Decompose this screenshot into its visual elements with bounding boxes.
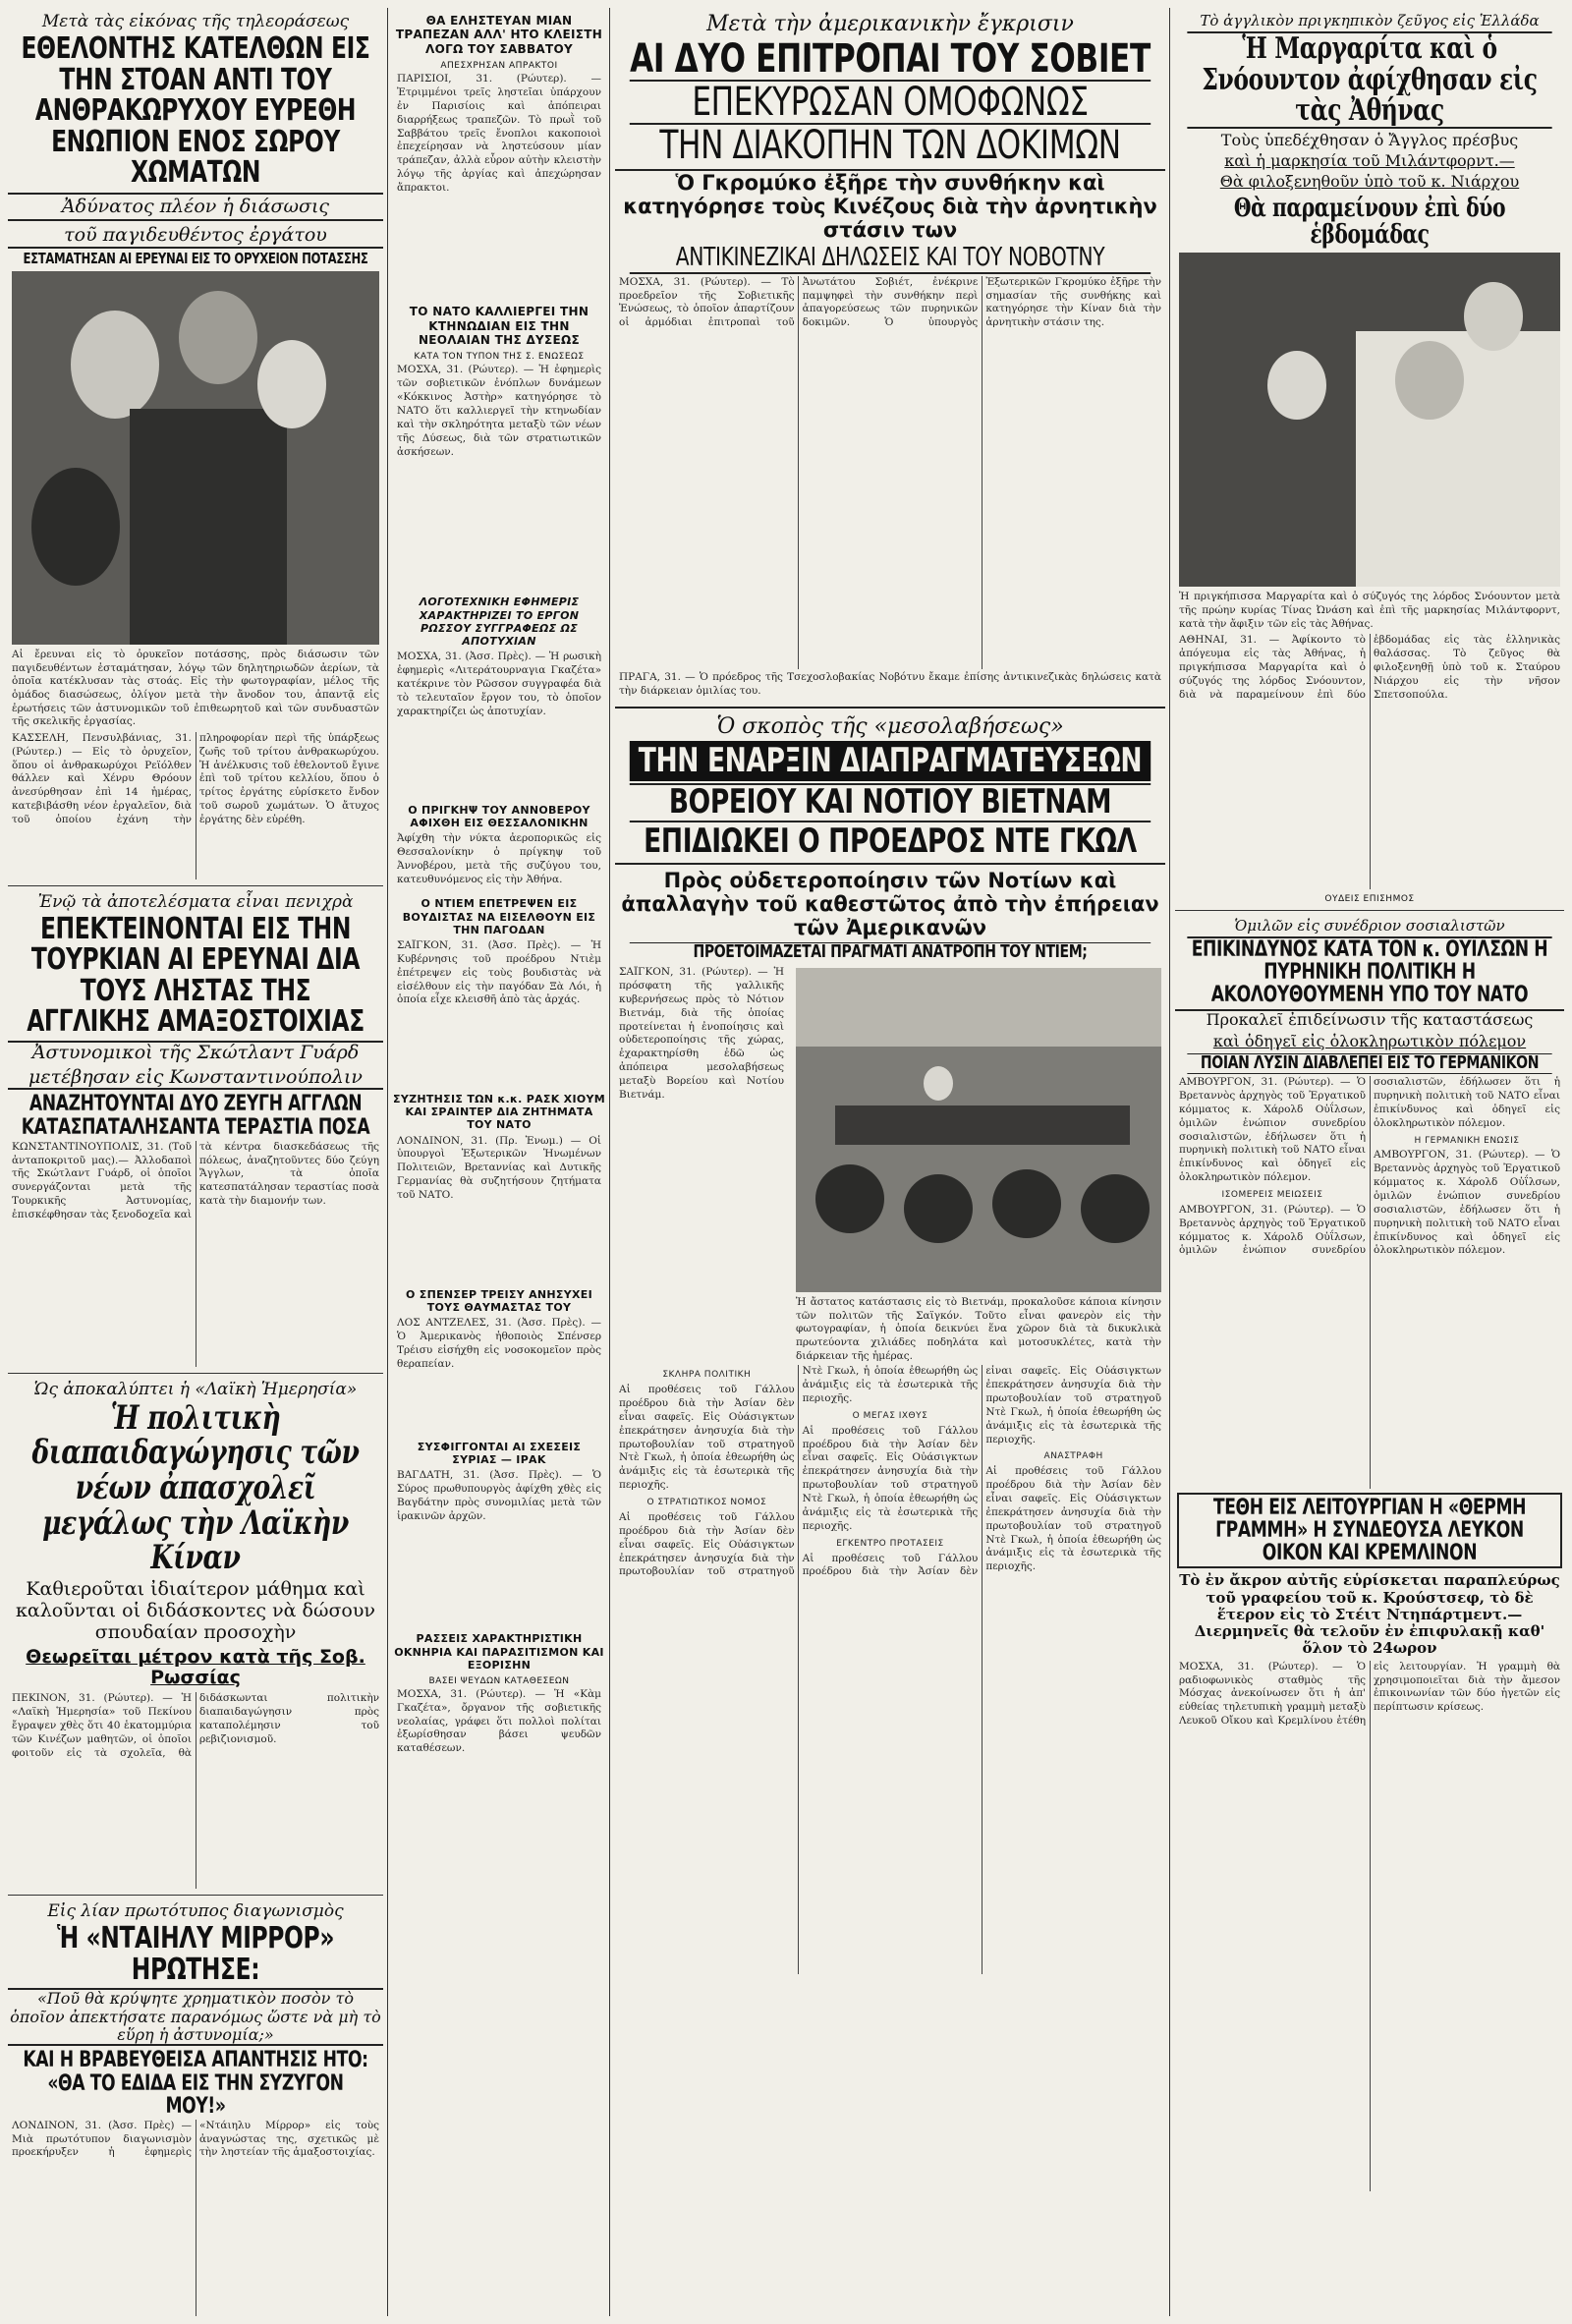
headline-winning-answer: ΚΑΙ Η ΒΡΑΒΕΥΘΕΙΣΑ ΑΠΑΝΤΗΣΙΣ ΗΤΟ: «ΘΑ ΤΟ ΕΔΙΔΑ ΕΙΣ ΤΗΝ ΣΥΖΥΓΟΝ ΜΟΥ!» bbox=[23, 2048, 368, 2119]
column-4 bbox=[1175, 8, 1564, 2316]
subhead-ambassador: Τοὺς ὑπεδέχθησαν ὁ Ἄγγλος πρέσβυς bbox=[1220, 130, 1519, 149]
subhead-special-course: Καθιεροῦται ἰδιαίτερον μάθημα καὶ καλοῦνται οἱ διδάσκοντες νὰ δώσουν σπουδαίαν προσοχὴν bbox=[16, 1578, 375, 1643]
headline-two-weeks: Θὰ παραμείνουν ἐπὶ δύο ἑβδομάδας bbox=[1233, 193, 1506, 250]
subhead-rescue-impossible: Ἀδύνατος πλέον ἡ διάσωσις bbox=[8, 193, 383, 222]
headline-bank-robbery-paris: ΘΑ ΕΛΗΣΤΕΥΑΝ ΜΙΑΝ ΤΡΑΠΕΖΑΝ ΑΛΛ' ΗΤΟ ΚΛΕΙΣΤΗ ΛΟΓΩ ΤΟΥ ΣΑΒΒΑΤΟΥ bbox=[395, 14, 603, 56]
headline-prince-hanover: Ο ΠΡΙΓΚΗΨ ΤΟΥ ΑΝΝΟΒΕΡΟΥ ΑΦΙΧΘΗ ΕΙΣ ΘΕΣΣΑΛΟΝΙΚΗΝ bbox=[408, 804, 590, 830]
subhead-novotny: ΑΝΤΙΚΙΝΕΖΙΚΑΙ ΔΗΛΩΣΕΙΣ ΚΑΙ ΤΟΥ ΝΟΒΟΤΝΥ bbox=[630, 245, 1151, 273]
newspaper-page bbox=[8, 8, 1564, 2316]
caption-saigon: Ἡ ἄστατος κατάστασις εἰς τὸ Βιετνάμ, προκαλοῦσε κάποια κίνησιν τῶν πολιτῶν τῆς Σαϊγκόν. Τοῦτο εἶναι φανερὸν εἰς τὴν φωτογραφίαν, ἡ ὁποία δεικνύει ἕνα χῶρον διὰ τὰ δικυκλικὰ πρωτεύοντα χιλιάδες ποδηλάτα καὶ μοτοσυκλέτες, κατὰ τὴν διάρκειαν τῆς ἡμέρας. bbox=[796, 1296, 1161, 1362]
minihead-equal-cuts: ΙΣΟΜΕΡΕΙΣ ΜΕΙΩΣΕΙΣ bbox=[1221, 1190, 1323, 1201]
minihead-left-empty-handed: ΑΠΕΣΧΡΗΣΑΝ ΑΠΡΑΚΤΟΙ bbox=[440, 61, 558, 72]
article-test-ban: ΜΟΣΧΑ, 31. (Ρώυτερ). — Τὸ προεδρεῖον τῆς Σοβιετικῆς Ἑνώσεως, τὸ ὁποῖον ἀπαρτίζουν οἱ ἀρμόδιαι ἐπιτροπαὶ τοῦ Ἀνωτάτου Σοβιέτ, ἐνέκρινε παμψηφεὶ τὴν συνθήκην περὶ ἀπαγορεύσεως τῶν πυρηνικῶν δοκιμῶν. Ὁ ὑπουργὸς Ἐξωτερικῶν Γκρομύκο ἐξῆρε τὴν σημασίαν τῆς συνθήκης καὶ κατηγόρησε τὴν Κίναν διὰ τὴν ἀρνητικὴν στάσιν της. bbox=[619, 275, 1161, 329]
box-hotline bbox=[1177, 1493, 1562, 1568]
subhead-scotland-yard: Ἀστυνομικοὶ τῆς Σκώτλαντ Γυάρδ bbox=[8, 1041, 383, 1064]
headline-two-couples-sought: ΑΝΑΖΗΤΟΥΝΤΑΙ ΔΥΟ ΖΕΥΓΗ ΑΓΓΛΩΝ ΚΑΤΑΣΠΑΤΑΛΗΣΑΝΤΑ ΤΕΡΑΣΤΙΑ ΠΟΣΑ bbox=[21, 1092, 370, 1140]
article-vietnam-continued: ΣΚΛΗΡΑ ΠΟΛΙΤΙΚΗ Αἱ προθέσεις τοῦ Γάλλου προέδρου διὰ τὴν Ἀσίαν δὲν εἶναι σαφεῖς. Εἰς Οὐάσιγκτων ἐπεκράτησεν ἀνησυχία διὰ τὴν πρωτοβουλίαν τοῦ στρατηγοῦ Ντὲ Γκωλ, ἡ ὁποία ἐθεωρήθη ὡς ἀνάμιξις εἰς τὰ ἐσωτερικὰ τῆς περιοχῆς. Ο ΣΤΡΑΤΙΩΤΙΚΟΣ ΝΟΜΟΣ Αἱ προθέσεις τοῦ Γάλλου προέδρου διὰ τὴν Ἀσίαν δὲν εἶναι σαφεῖς. Εἰς Οὐάσιγκτων ἐπεκράτησεν ἀνησυχία διὰ τὴν πρωτοβουλίαν τοῦ στρατηγοῦ Ντὲ Γκωλ, ἡ ὁποία ἐθεωρήθη ὡς ἀνάμιξις εἰς τὰ ἐσωτερικὰ τῆς περιοχῆς. Ο ΜΕΓΑΣ ΙΧΘΥΣ Αἱ προθέσεις τοῦ Γάλλου προέδρου διὰ τὴν Ἀσίαν δὲν εἶναι σαφεῖς. Εἰς Οὐάσιγκτων ἐπεκράτησεν ἀνησυχία διὰ τὴν πρωτοβουλίαν τοῦ στρατηγοῦ Ντὲ Γκωλ, ἡ ὁποία ἐθεωρήθη ὡς ἀνάμιξις εἰς τὰ ἐσωτερικὰ τῆς περιοχῆς. ΕΓΚΕΝΤΡΟ ΠΡΟΤΑΣΕΙΣ Αἱ προθέσεις τοῦ Γάλλου προέδρου διὰ τὴν Ἀσίαν δὲν εἶναι σαφεῖς. Εἰς Οὐάσιγκτων ἐπεκράτησεν ἀνησυχία διὰ τὴν πρωτοβουλίαν τοῦ στρατηγοῦ Ντὲ Γκωλ, ἡ ὁποία ἐθεωρήθη ὡς ἀνάμιξις εἰς τὰ ἐσωτερικὰ τῆς περιοχῆς. ΑΝΑΣΤΡΑΦΗ Αἱ προθέσεις τοῦ Γάλλου προέδρου διὰ τὴν Ἀσίαν δὲν εἶναι σαφεῖς. Εἰς Οὐάσιγκτων ἐπεκράτησεν ἀνησυχία διὰ τὴν πρωτοβουλίαν τοῦ στρατηγοῦ Ντὲ Γκωλ, ἡ ὁποία ἐθεωρήθη ὡς ἀνάμιξις εἰς τὰ ἐσωτερικὰ τῆς περιοχῆς. bbox=[619, 1365, 1161, 1578]
article-spencer-tracy: ΛΟΣ ΑΝΤΖΕΛΕΣ, 31. (Ἀσσ. Πρὲς). — Ὁ Ἀμερικανὸς ἠθοποιὸς Σπένσερ Τρέισυ εἰσήχθη εἰς νοσοκομεῖον πρὸς θεραπείαν. bbox=[397, 1316, 601, 1370]
subhead-german-solution: ΠΟΙΑΝ ΛΥΣΙΝ ΔΙΑΒΛΕΠΕΙ ΕΙΣ ΤΟ ΓΕΡΜΑΝΙΚΟΝ bbox=[1187, 1053, 1551, 1074]
headline-diem-buddhists: Ο ΝΤΙΕΜ ΕΠΕΤΡΕΨΕΝ ΕΙΣ ΒΟΥΔΙΣΤΑΣ ΝΑ ΕΙΣΕΛΘΟΥΝ ΕΙΣ ΤΗΝ ΠΑΓΟΔΑΝ bbox=[402, 897, 596, 936]
article-hotline: ΜΟΣΧΑ, 31. (Ρώυτερ). — Ὁ ραδιοφωνικὸς σταθμὸς τῆς Μόσχας ἀνεκοίνωσεν ὅτι ἡ ἀπ' εὐθείας τηλετυπικὴ γραμμὴ μεταξὺ Λευκοῦ Οἴκου καὶ Κρεμλίνου ἐτέθη εἰς λειτουργίαν. Ἡ γραμμὴ θὰ χρησιμοποιεῖται διὰ τὴν ἄμεσον ἐπικοινωνίαν τῶν δύο ἡγετῶν εἰς περίπτωσιν κρίσεως. bbox=[1179, 1660, 1560, 1728]
article-nato-youth: ΜΟΣΧΑ, 31. (Ρώυτερ). — Ἡ ἐφημερὶς τῶν σοβιετικῶν ἐνόπλων δυνάμεων «Κόκκινος Ἀστὴρ» κατηγόρησε τὸ ΝΑΤΟ ὅτι καλλιεργεῖ τὴν κτηνωδίαν καὶ τὴν σκληρότητα μεταξὺ τῶν νέων τῆς Δύσεως, διὰ τῶν στρατιωτικῶν ἀσκήσεων. bbox=[397, 364, 601, 458]
kicker-mediation: Ὁ σκοπὸς τῆς «μεσολαβήσεως» bbox=[716, 713, 1064, 739]
column-3 bbox=[615, 8, 1165, 2316]
article-mine-rescue: ΚΑΣΣΕΛΗ, Πενσυλβάνιας, 31. (Ρώυτερ.) — Εἰς τὸ ὀρυχεῖον, ὅπου οἱ ἀνθρακωρύχοι Ρεϊόλθεν θάλλεν καὶ Χένρυ Θρόουν ἀνεσύρθησαν ἐπὶ 14 ἡμέρας, κατεβιβάσθη νέον ἐργαλεῖον, διὰ τοῦ ὁποίου ἐχάνη τὴν πληροφορίαν περὶ τῆς ὑπάρξεως ζωῆς τοῦ τρίτου ἀνθρακωρύχου. Ἡ ἀνέλκυσις τοῦ ἐθελοντοῦ ἔγινε ἐπὶ τοῦ τρίτου κελλίου, ὅπου ὁ τρίτος ἐργάτης εὑρίσκετο ἔνδον τοῦ σωροῦ χωμάτων. Ὁ ἄτυχος ἐργάτης δὲν εὑρέθη. bbox=[12, 731, 379, 825]
kicker-socialist-congress: Ὁμιλῶν εἰς συνέδριον σοσιαλιστῶν bbox=[1234, 917, 1505, 935]
headline-china-youth-politics: Ἡ πολιτικὴ διαπαιδαγώγησις τῶν νέων ἀπασχολεῖ μεγάλως τὴν Λαϊκὴν Κίναν bbox=[31, 1397, 360, 1578]
headline-margaret-snowdon: Ἡ Μαργαρίτα καὶ ὁ Σνόουντον ἀφίχθησαν εἰς τὰς Ἀθήνας bbox=[1187, 31, 1551, 129]
article-margaret: ΑΘΗΝΑΙ, 31. — Ἀφίκοντο τὸ ἀπόγευμα εἰς τὰς Ἀθήνας, ἡ πριγκήπισσα Μαργαρίτα καὶ ὁ σύζυγός της λόρδος Σνόουντον, διὰ νὰ παραμείνουν ἐπὶ δύο ἑβδομάδας εἰς τὰς ἑλληνικὰς θαλάσσας. Τὸ ζεῦγος θὰ φιλοξενηθῇ ὑπὸ τοῦ κ. Σταύρου Νιάρχου εἰς τὴν νῆσον Σπετσοπούλα. bbox=[1179, 634, 1560, 701]
column-2 bbox=[393, 8, 605, 2316]
photo-mine-rescue bbox=[12, 271, 379, 645]
headline-spencer-tracy: Ο ΣΠΕΝΣΕΡ ΤΡΕΙΣΥ ΑΝΗΣΥΧΕΙ ΤΟΥΣ ΘΑΥΜΑΣΤΑΣ ΤΟΥ bbox=[405, 1287, 592, 1314]
headline-soviet-committees: ΑΙ ΔΥΟ ΕΠΙΤΡΟΠΑΙ ΤΟΥ ΣΟΒΙΕΤ bbox=[630, 36, 1151, 82]
article-china-youth: ΠΕΚΙΝΟΝ, 31. (Ρώυτερ). — Ἡ «Λαϊκὴ Ἡμερησία» τοῦ Πεκίνου ἔγραψεν χθὲς ὅτι 40 ἑκατομμύρια τῶν Κινέζων μαθητῶν, οἱ ὁποῖοι φοιτοῦν εἰς τὰ σχολεῖα, θὰ διδάσκωνται πολιτικὴν διαπαιδαγώγησιν πρὸς καταπολέμησιν τοῦ ρεβιζιονισμοῦ. bbox=[12, 1692, 379, 1759]
headline-daily-mirror: Ἡ «ΝΤΑΙΗΛΥ ΜΙΡΡΟΡ» ΗΡΩΤΗΣΕ: bbox=[56, 1921, 335, 1987]
headline-wilson-nato: ΕΠΙΚΙΝΔΥΝΟΣ ΚΑΤΑ ΤΟΝ κ. ΟΥΪΛΣΩΝ Η ΠΥΡΗΝΙΚΗ ΠΟΛΙΤΙΚΗ Η ΑΚΟΛΟΥΘΟΥΜΕΝΗ ΥΠΟ ΤΟΥ ΝΑΤΟ bbox=[1187, 936, 1551, 1006]
subhead-neutralization: Πρὸς οὐδετεροποίησιν τῶν Νοτίων καὶ ἀπαλλαγὴν τοῦ καθεστῶτος ἀπὸ τὴν ἐπήρειαν τῶν Ἀμερικανῶν bbox=[615, 863, 1165, 939]
subhead-worsening: Προκαλεῖ ἐπιδείνωσιν τῆς καταστάσεως bbox=[1175, 1009, 1564, 1029]
article-syria-iraq: ΒΑΓΔΑΤΗ, 31. (Ἀσσ. Πρὲς). — Ὁ Σύρος πρωθυπουργὸς ἀφίχθη χθὲς εἰς Βαγδάτην πρὸς συνομιλίας μετὰ τῶν ἰρακινῶν ἀρχῶν. bbox=[397, 1469, 601, 1522]
article-diem-buddhists: ΣΑΪΓΚΟΝ, 31. (Ἀσσ. Πρὲς). — Ἡ Κυβέρνησις τοῦ προέδρου Ντιὲμ ἐπέτρεψεν εἰς τοὺς βουδιστὰς νὰ εἰσέλθουν εἰς τὴν παγόδαν Ξὰ Λόι, ἡ ὁποία εἶχε κλεισθῆ ἀπὸ τὰς ἀρχάς. bbox=[397, 939, 601, 1006]
minihead-german-union: Η ΓΕΡΜΑΝΙΚΗ ΕΝΩΣΙΣ bbox=[1414, 1135, 1520, 1146]
headline-searches-stopped: ΕΣΤΑΜΑΤΗΣΑΝ ΑΙ ΕΡΕΥΝΑΙ ΕΙΣ ΤΟ ΟΡΥΧΕΙΟΝ ΠΟΤΑΣΣΗΣ bbox=[23, 250, 368, 268]
photo-saigon-motorcycles bbox=[796, 968, 1161, 1292]
kicker-american-approval: Μετὰ τὴν ἀμερικανικὴν ἔγκρισιν bbox=[706, 12, 1074, 36]
subhead-total-war: καὶ ὁδηγεῖ εἰς ὁλοκληρωτικὸν πόλεμον bbox=[1212, 1031, 1527, 1050]
minihead-soviet-press: ΚΑΤΑ ΤΟΝ ΤΥΠΟΝ ΤΗΣ Σ. ΕΝΩΣΕΩΣ bbox=[414, 352, 585, 363]
headline-volunteer-miner: ΕΘΕΛΟΝΤΗΣ ΚΑΤΕΛΘΩΝ ΕΙΣ ΤΗΝ ΣΤΟΑΝ ΑΝΤΙ ΤΟΥ ΑΝΘΡΑΚΩΡΥΧΟΥ ΕΥΡΕΘΗ ΕΝΩΠΙΟΝ ΕΝΟΣ ΣΩΡΟΥ ΧΩΜΑΤΩΝ bbox=[21, 31, 370, 190]
subhead-niarchos: Θὰ φιλοξενηθοῦν ὑπὸ τοῦ κ. Νιάρχου bbox=[1219, 172, 1520, 192]
minihead-martial-law: Ο ΣΤΡΑΤΙΩΤΙΚΟΣ ΝΟΜΟΣ bbox=[646, 1498, 767, 1508]
headline-nato-brutality: ΤΟ ΝΑΤΟ ΚΑΛΛΙΕΡΓΕΙ ΤΗΝ ΚΤΗΝΩΔΙΑΝ ΕΙΣ ΤΗΝ ΝΕΟΛΑΙΑΝ ΤΗΣ ΔΥΣΕΩΣ bbox=[409, 305, 590, 347]
subhead-diem-overthrow: ΠΡΟΕΤΟΙΜΑΖΕΤΑΙ ΠΡΑΓΜΑΤΙ ΑΝΑΤΡΟΠΗ ΤΟΥ ΝΤΙΕΜ; bbox=[630, 942, 1151, 962]
headline-negotiations-start: ΤΗΝ ΕΝΑΡΞΙΝ ΔΙΑΠΡΑΓΜΑΤΕΥΣΕΩΝ bbox=[630, 741, 1151, 782]
kicker-tv-images: Μετὰ τὰς εἰκόνας τῆς τηλεοράσεως bbox=[41, 12, 350, 31]
article-soviet-parasitism: ΜΟΣΧΑ, 31. (Ρώυτερ). — Ἡ «Κὰμ Γκαζέτα», ὄργανον τῆς σοβιετικῆς νεολαίας, γράφει ὅτι πολλοὶ πολίται ἐξωρίσθησαν βάσει ψευδῶν καταθέσεων. bbox=[397, 1687, 601, 1755]
kicker-contest: Εἰς λίαν πρωτότυπος διαγωνισμὸς bbox=[47, 1901, 344, 1922]
article-literary-paper: ΜΟΣΧΑ, 31. (Ἀσσ. Πρὲς). — Ἡ ρωσικὴ ἐφημερὶς «Λιτεράτουρναγια Γκαζέτα» κατέκρινε τὸν Ρῶσσον συγγραφέα διὰ τὸ τελευταῖον ἔργον του, τὸ ὁποῖον χαρακτηρίζει ὡς ἀποτυχίαν. bbox=[397, 651, 601, 717]
headline-train-robbers-turkey: ΕΠΕΚΤΕΙΝΟΝΤΑΙ ΕΙΣ ΤΗΝ ΤΟΥΡΚΙΑΝ ΑΙ ΕΡΕΥΝΑΙ ΔΙΑ ΤΟΥΣ ΛΗΣΤΑΣ ΤΗΣ ΑΓΓΛΙΚΗΣ ΑΜΑΞΟΣΤΟΙΧΙΑΣ bbox=[27, 911, 365, 1040]
subhead-hide-money: «Ποῦ θὰ κρύψητε χρηματικὸν ποσὸν τὸ ὁποῖον ἀπεκτήσατε παρανόμως ὥστε νὰ μὴ τὸ εὕρη ἡ ἀστυνομία;» bbox=[8, 1988, 383, 2046]
article-paris-bank: ΠΑΡΙΣΙΟΙ, 31. (Ρώυτερ). — Ἐτριμμένοι τρεῖς ληστεῖαι ὑπάρχουν ἐν Παρισίοις καὶ ἀπόπειραι διαρρήξεως τραπεζῶν. Τὸ πρωῒ τοῦ Σαββάτου τρεῖς ἔνοπλοι κακοποιοὶ ἐπεχείρησαν νὰ ληστεύσουν μίαν τράπεζαν, ἀλλὰ εὗρον αὐτὴν κλειστὴν λόγῳ τῆς ἀργίας καὶ ἀπεχώρησαν ἄπρακτοι. bbox=[397, 73, 601, 195]
kicker-poor-results: Ἐνῷ τὰ ἀποτελέσματα εἶναι πενιχρὰ bbox=[37, 891, 354, 912]
headline-literary-paper: ΛΟΓΟΤΕΧΝΙΚΗ ΕΦΗΜΕΡΙΣ ΧΑΡΑΚΤΗΡΙΖΕΙ ΤΟ ΕΡΓΟΝ ΡΩΣΣΟΥ ΣΥΓΓΡΑΦΕΩΣ ΩΣ ΑΠΟΤΥΧΙΑΝ bbox=[419, 595, 580, 648]
article-nato-ministers: ΛΟΝΔΙΝΟΝ, 31. (Πρ. Ἑνωμ.) — Οἱ ὑπουργοὶ Ἐξωτερικῶν Ἡνωμένων Πολιτειῶν, Βρεταννίας καὶ Δυτικῆς Γερμανίας θὰ συζητήσουν ζητήματα τοῦ ΝΑΤΟ. bbox=[397, 1134, 601, 1202]
article-prince-hanover: Ἀφίχθη τὴν νύκτα ἀεροπορικῶς εἰς Θεσσαλονίκην ὁ πρίγκηψ τοῦ Ἀννοβέρου, μετὰ τῆς συζύγου του, κατευθυνόμενος εἰς τὴν Ἀθήνα. bbox=[397, 832, 601, 886]
column-1 bbox=[8, 8, 383, 2316]
minihead-proposals: ΕΓΚΕΝΤΡΟ ΠΡΟΤΑΣΕΙΣ bbox=[836, 1538, 944, 1549]
headline-syria-iraq: ΣΥΣΦΙΓΓΟΝΤΑΙ ΑΙ ΣΧΕΣΕΙΣ ΣΥΡΙΑΣ — ΙΡΑΚ bbox=[417, 1440, 582, 1467]
article-novotny: ΠΡΑΓΑ, 31. — Ὁ πρόεδρος τῆς Τσεχοσλοβακίας Νοβότνυ ἔκαμε ἐπίσης ἀντικινεζικὰς δηλώσεις κατὰ τὴν διάρκειαν ὁμιλίας του. bbox=[619, 670, 1161, 697]
subhead-anti-soviet-measure: Θεωρεῖται μέτρον κατὰ τῆς Σοβ. Ρωσσίας bbox=[26, 1645, 365, 1689]
subhead-trapped-worker: τοῦ παγιδευθέντος ἐργάτου bbox=[8, 225, 383, 249]
article-wilson: ΑΜΒΟΥΡΓΟΝ, 31. (Ρώυτερ). — Ὁ Βρεταννὸς ἀρχηγὸς τοῦ Ἐργατικοῦ κόμματος κ. Χάρολδ Οὐΐλσων, ὁμιλῶν ἐνώπιον συνεδρίου σοσιαλιστῶν, ἐδήλωσεν ὅτι ἡ πυρηνικὴ πολιτικὴ τοῦ ΝΑΤΟ εἶναι ἐπικίνδυνος καὶ ὁδηγεῖ εἰς ὁλοκληρωτικὸν πόλεμον. ΙΣΟΜΕΡΕΙΣ ΜΕΙΩΣΕΙΣ ΑΜΒΟΥΡΓΟΝ, 31. (Ρώυτερ). — Ὁ Βρεταννὸς ἀρχηγὸς τοῦ Ἐργατικοῦ κόμματος κ. Χάρολδ Οὐΐλσων, ὁμιλῶν ἐνώπιον συνεδρίου σοσιαλιστῶν, ἐδήλωσεν ὅτι ἡ πυρηνικὴ πολιτικὴ τοῦ ΝΑΤΟ εἶναι ἐπικίνδυνος καὶ ὁδηγεῖ εἰς ὁλοκληρωτικὸν πόλεμον. Η ΓΕΡΜΑΝΙΚΗ ΕΝΩΣΙΣ ΑΜΒΟΥΡΓΟΝ, 31. (Ρώυτερ). — Ὁ Βρεταννὸς ἀρχηγὸς τοῦ Ἐργατικοῦ κόμματος κ. Χάρολδ Οὐΐλσων, ὁμιλῶν ἐνώπιον συνεδρίου σοσιαλιστῶν, ἐδήλωσεν ὅτι ἡ πυρηνικὴ πολιτικὴ τοῦ ΝΑΤΟ εἶναι ἐπικίνδυνος καὶ ὁδηγεῖ εἰς ὁλοκληρωτικὸν πόλεμον. bbox=[1179, 1076, 1560, 1257]
photo-princess-margaret bbox=[1179, 253, 1560, 587]
headline-de-gaulle: ΕΠΙΔΙΩΚΕΙ Ο ΠΡΟΕΔΡΟΣ ΝΤΕ ΓΚΩΛ bbox=[644, 822, 1137, 862]
caption-mine-rescue: Αἱ ἔρευναι εἰς τὸ ὀρυκεῖον ποτάσσης, πρὸς διάσωσιν τῶν παγιδευθέντων ἐσταμάτησαν, λόγῳ τῶν δηλητηριωδῶν ἀερίων, τὰ ὁποῖα κατέκλυσαν τὰς στοάς. Εἰς τὴν φωτογραφίαν, μέλος τῆς ὁμάδος διασώσεως, ὀλίγον μετὰ τὴν ἄνοδον του, ἀπαντᾷ εἰς ἐρωτήσεις τῶν ἀστυνομικῶν τοῦ ἐπιθεωρητοῦ καὶ τῶν συνδυαστῶν τῆς σκελικῆς ἐργασίας. bbox=[12, 648, 379, 728]
minihead-reversal: ΑΝΑΣΤΡΑΦΗ bbox=[1043, 1451, 1103, 1462]
article-vietnam-lead: ΣΑΪΓΚΟΝ, 31. (Ρώυτερ). — Ἡ πρόσφατη τῆς γαλλικῆς κυβερνήσεως πρὸς τὸ Νότιον Βιετνάμ, διὰ τῆς ὁποίας προτείνεται ἡ ἐνοποίησις καὶ οὐδετεροποίησις τῆς χώρας, ἐχαρακτηρίσθη ἐδῶ ὡς ἀπόπειρα μεσολαβήσεως μεταξὺ Βορείου καὶ Νοτίου Βιετνάμ. bbox=[619, 966, 784, 1101]
headline-test-ban: ΤΗΝ ΔΙΑΚΟΠΗΝ ΤΩΝ ΔΟΚΙΜΩΝ bbox=[659, 123, 1121, 168]
minihead-big-fish: Ο ΜΕΓΑΣ ΙΧΘΥΣ bbox=[852, 1410, 928, 1421]
subhead-constantinople: μετέβησαν εἰς Κωνσταντινούπολιν bbox=[8, 1067, 383, 1091]
minihead-false-testimony: ΒΑΣΕΙ ΨΕΥΔΩΝ ΚΑΤΑΘΕΣΕΩΝ bbox=[428, 1675, 570, 1686]
minihead-no-official: ΟΥΔΕΙΣ ΕΠΙΣΗΜΟΣ bbox=[1324, 894, 1415, 905]
headline-soviet-parasitism: ΡΑΣΣΕΙΣ ΧΑΡΑΚΤΗΡΙΣΤΙΚΗ ΟΚΝΗΡΙΑ ΚΑΙ ΠΑΡΑΣΙΤΙΣΜΟΝ ΚΑΙ ΕΞΟΡΙΣΗΝ bbox=[394, 1632, 604, 1672]
kicker-royal-couple: Τὸ ἀγγλικὸν πριγκηπικὸν ζεῦγος εἰς Ἑλλάδα bbox=[1200, 12, 1540, 29]
headline-ratified-unanimously: ΕΠΕΚΥΡΩΣΑΝ ΟΜΟΦΩΝΩΣ bbox=[630, 80, 1151, 125]
headline-north-south-vietnam: ΒΟΡΕΙΟΥ ΚΑΙ ΝΟΤΙΟΥ ΒΙΕΤΝΑΜ bbox=[630, 783, 1151, 822]
article-train-robbery: ΚΩΝΣΤΑΝΤΙΝΟΥΠΟΛΙΣ, 31. (Τοῦ ἀνταποκριτοῦ μας).— Ἀλλοδαποὶ τῆς Σκώτλαντ Γυάρδ, οἱ ὁποῖοι συνεργάζονται μετὰ τῆς Τουρκικῆς Ἀστυνομίας, ἐπισκέφθησαν τὰς ξενοδοχεῖα καὶ τὰ κέντρα διασκεδάσεως τῆς πόλεως, ἀναζητοῦντες δύο ζεύγη Ἄγγλων, τὰ ὁποῖα κατεσπατάλησαν τεραστίας ποσὰ κατὰ τὴν διαμονήν των. bbox=[12, 1140, 379, 1220]
subhead-gromyko-chinese: Ὁ Γκρομύκο ἐξῆρε τὴν συνθήκην καὶ κατηγόρησε τοὺς Κινέζους διὰ τὴν ἀρνητικὴν στάσιν των bbox=[615, 169, 1165, 242]
caption-margaret: Ἡ πριγκήπισσα Μαργαρίτα καὶ ὁ σύζυγός της λόρδος Σνόουντον μετὰ τῆς πρώην κυρίας Τίνας Ὠνάση καὶ ἐπὶ τῆς μαρκησίας Μιλάντφορντ, κατὰ τὴν ἄφιξιν τῶν εἰς τὰς Ἀθήνας. bbox=[1179, 591, 1560, 630]
subhead-hotline: Τὸ ἐν ἄκρον αὐτῆς εὑρίσκεται παραπλεύρως τοῦ γραφείου τοῦ κ. Κρούστσεφ, τὸ δὲ ἕτερον εἰς τὸ Στέιτ Ντηπάρτμεντ.—Διερμηνεῖς θὰ τελοῦν ἐν ἐπιφυλακῇ καθ' ὅλον τὸ 24ωρον bbox=[1179, 1571, 1560, 1658]
article-daily-mirror: ΛΟΝΔΙΝΟΝ, 31. (Ἀσσ. Πρὲς) — Μιὰ πρωτότυπον διαγωνισμὸν προεκήρυξεν ἡ ἐφημερὶς «Ντάιηλυ Μίρρορ» εἰς τοὺς ἀναγνώστας της, σχετικῶς μὲ τὴν ληστείαν τῆς ἀμαξοστοιχίας. bbox=[12, 2119, 379, 2159]
minihead-harsh-policy: ΣΚΛΗΡΑ ΠΟΛΙΤΙΚΗ bbox=[662, 1370, 752, 1381]
headline-rusk-home-schroeder: ΣΥΖΗΤΗΣΙΣ ΤΩΝ κ.κ. ΡΑΣΚ ΧΙΟΥΜ ΚΑΙ ΣΡΑΙΝΤΕΡ ΔΙΑ ΖΗΤΗΜΑΤΑ ΤΟΥ ΝΑΤΟ bbox=[393, 1093, 605, 1132]
headline-hotline: ΤΕΘΗ ΕΙΣ ΛΕΙΤΟΥΡΓΙΑΝ Η «ΘΕΡΜΗ ΓΡΑΜΜΗ» Η ΣΥΝΔΕΟΥΣΑ ΛΕΥΚΟΝ ΟΙΚΟΝ ΚΑΙ ΚΡΕΜΛΙΝΟΝ bbox=[1212, 1496, 1527, 1566]
subhead-marchioness: καὶ ἡ μαρκησία τοῦ Μιλάντφορντ.— bbox=[1224, 150, 1515, 170]
kicker-peoples-daily: Ὡς ἀποκαλύπτει ἡ «Λαϊκὴ Ἡμερησία» bbox=[33, 1379, 358, 1399]
